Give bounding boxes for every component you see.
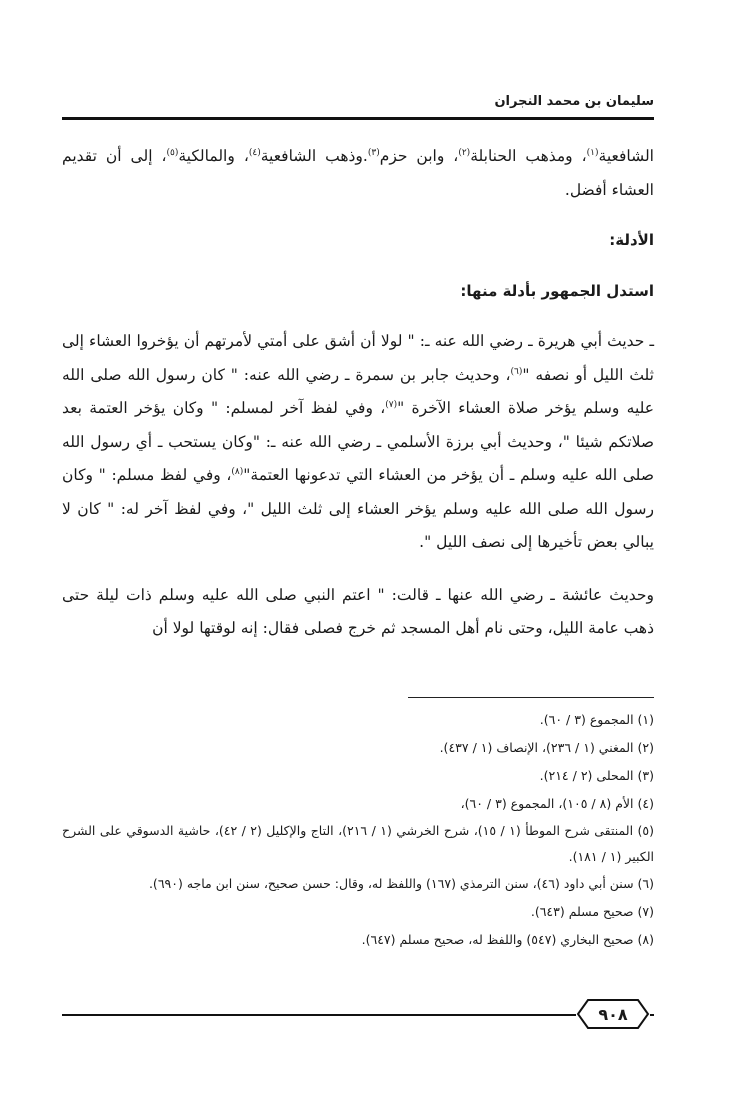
heading-evidence: الأدلة: (609, 231, 654, 249)
main-text (62, 140, 654, 646)
text-run: ـ حديث أبي هريرة ـ رضي الله عنه ـ: " لولا أن أشق على أمتي لأمرتهم أن يؤخروا العشاء إلى ثلث الليل أو نصفه " (62, 332, 654, 384)
footer-rule (62, 1014, 576, 1016)
text-run: ، وابن حزم (379, 147, 459, 165)
text-run: .وذهب الشافعية (260, 147, 368, 165)
footnote-8: (٨) صحيح البخاري (٥٤٧) واللفظ له، صحيح مسلم (٦٤٧). (361, 932, 654, 947)
footnote-5: (٥) المنتقى شرح الموطأ (١ / ١٥)، شرح الخرشي (١ / ٢١٦)، التاج والإكليل (٢ / ٤٢)، حاشية الدسوقي على الشرح الكبير (١ / ١٨١). (62, 823, 654, 864)
footnote-1: (١) المجموع (٣ / ٦٠). (539, 712, 654, 727)
page-footer (62, 998, 654, 1032)
footnotes (62, 706, 654, 954)
footnote-ref-8[interactable]: (٨) (231, 466, 244, 477)
text-run: ، إلى أن تقديم العشاء أفضل. (62, 147, 654, 199)
paragraph-aisha-hadith: وحديث عائشة ـ رضي الله عنها ـ قالت: " اعتم النبي صلى الله عليه وسلم ذات ليلة حتى ذهب عامة الليل، وحتى نام أهل المسجد ثم خرج فصلى فقال: إنه لوقتها لولا أن (62, 585, 654, 637)
author-name: سليمان بن محمد النجران (494, 94, 654, 109)
page-number: ٩٠٨ (598, 1004, 628, 1024)
footnote-ref-3[interactable]: (٣) (367, 147, 380, 158)
footnote-4: (٤) الأم (٨ / ١٠٥)، المجموع (٣ / ٦٠)، (460, 796, 654, 811)
footnote-3: (٣) المحلى (٢ / ٢١٤). (539, 768, 654, 783)
footnote-ref-4[interactable]: (٤) (248, 147, 261, 158)
text-run: الشافعية (598, 147, 654, 165)
footnote-separator (408, 697, 654, 698)
footnote-7: (٧) صحيح مسلم (٦٤٣). (530, 904, 654, 919)
heading-majority-evidence: استدل الجمهور بأدلة منها: (460, 281, 654, 300)
footnote-ref-6[interactable]: (٦) (510, 366, 523, 377)
text-run: ، والمالكية (178, 147, 249, 165)
text-run: ، ومذهب الحنابلة (470, 147, 587, 165)
footnote-ref-5[interactable]: (٥) (166, 147, 179, 158)
page-number-badge (576, 998, 650, 1030)
text-run: ، وفي لفظ آخر لمسلم: " وكان يؤخر العتمة بعد صلاتكم شيئا "، وحديث أبي برزة الأسلمي ـ رضي الله عنه ـ: "وكان يستحب ـ أي رسول الله صلى الله عليه وسلم ـ أن يؤخر من العشاء التي تدعونها العتمة" (62, 399, 654, 484)
text-run: ، وفي لفظ مسلم: " وكان رسول الله صلى الله عليه وسلم يؤخر العشاء إلى ثلث الليل "، وفي لفظ آخر له: " كان لا يبالي بعض تأخيرها إلى نصف الليل ". (62, 466, 654, 551)
footnote-ref-7[interactable]: (٧) (385, 399, 398, 410)
running-header (62, 88, 654, 120)
paragraph-opinions (62, 140, 654, 207)
text-run: ، وحديث جابر بن سمرة ـ رضي الله عنه: " كان رسول الله صلى الله عليه وسلم يؤخر صلاة العشاء الآخرة " (62, 365, 654, 417)
footnote-ref-2[interactable]: (٢) (458, 147, 471, 158)
header-rule (62, 117, 654, 120)
footnote-2: (٢) المغني (١ / ٢٣٦)، الإنصاف (١ / ٤٣٧). (439, 740, 654, 755)
footnote-ref-1[interactable]: (١) (586, 147, 599, 158)
footnote-6: (٦) سنن أبي داود (٤٦)، سنن الترمذي (١٦٧) واللفظ له، وقال: حسن صحيح، سنن ابن ماجه (٦٩٠). (148, 876, 654, 891)
footer-rule-end (650, 1014, 654, 1016)
paragraph-hadiths (62, 325, 654, 560)
